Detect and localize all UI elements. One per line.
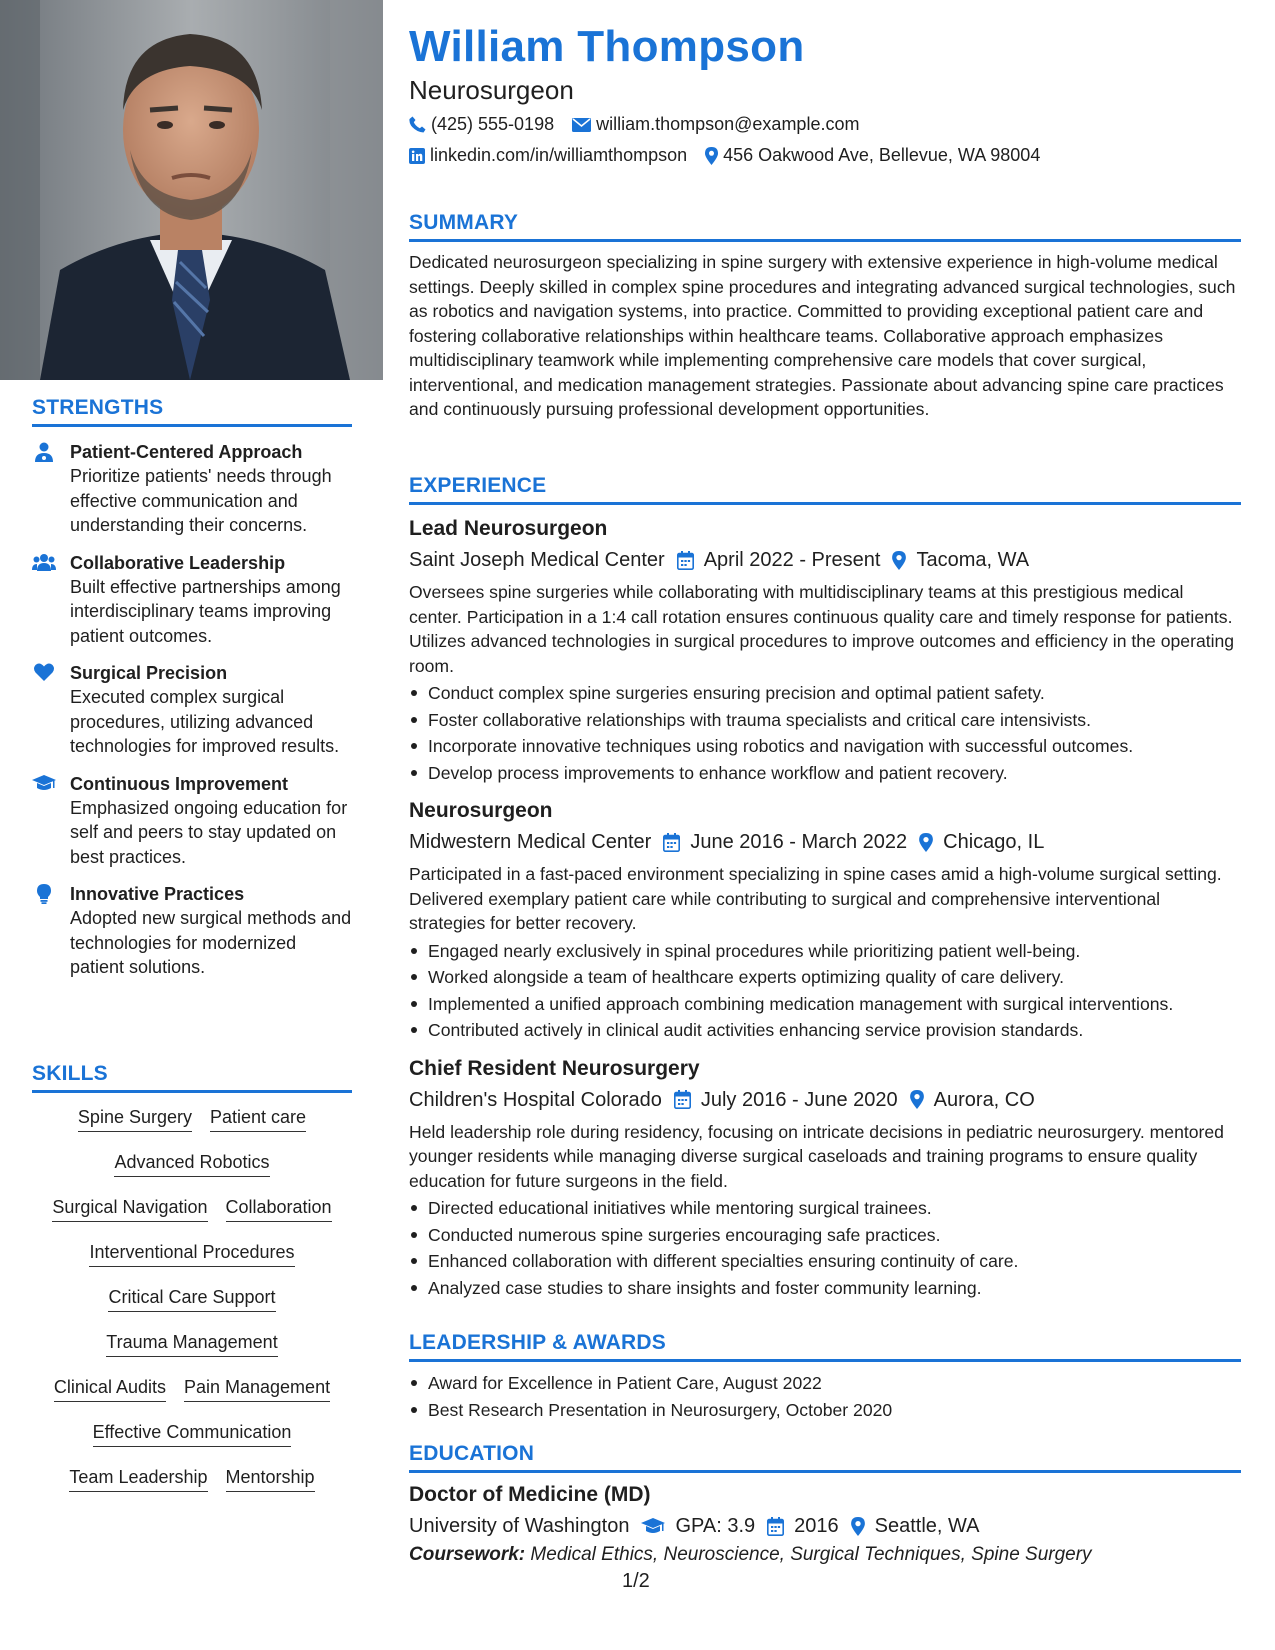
awards-list <box>409 1370 1241 1423</box>
skill-tag: Patient care <box>210 1105 306 1132</box>
address-text: 456 Oakwood Ave, Bellevue, WA 98004 <box>723 145 1041 165</box>
strength-item <box>32 772 352 870</box>
candidate-title: Neurosurgeon <box>409 75 574 105</box>
skill-tag: Spine Surgery <box>78 1105 192 1132</box>
strength-desc: Executed complex surgical procedures, utilizing advanced technologies for improved results. <box>70 687 340 756</box>
list-item: Best Research Presentation in Neurosurgery, October 2020 <box>409 1397 1241 1424</box>
location-pin-icon <box>910 1090 924 1109</box>
education-section <box>409 1442 1241 1566</box>
job-bullets <box>409 1195 1241 1301</box>
calendar-icon <box>767 1517 784 1536</box>
job-org: Saint Joseph Medical Center <box>409 549 665 571</box>
strengths-section <box>32 396 352 980</box>
sidebar <box>0 0 383 1650</box>
list-item: Develop process improvements to enhance workflow and patient recovery. <box>409 760 1241 787</box>
skill-tag: Pain Management <box>184 1375 330 1402</box>
job-title: Lead Neurosurgeon <box>409 517 608 540</box>
job-dates: July 2016 - June 2020 <box>700 1088 898 1111</box>
graduation-cap-icon <box>641 1517 665 1535</box>
section-title: LEADERSHIP & AWARDS <box>409 1331 1241 1362</box>
job-org: Children's Hospital Colorado <box>409 1088 662 1111</box>
coursework-list: Medical Ethics, Neuroscience, Surgical Techniques, Spine Surgery <box>530 1544 1092 1565</box>
skill-tag: Interventional Procedures <box>89 1240 294 1267</box>
skills-section <box>32 1062 352 1510</box>
list-item: Implemented a unified approach combining medication management with surgical interventions. <box>409 991 1241 1018</box>
job-dates: June 2016 - March 2022 <box>690 831 908 853</box>
list-item: Incorporate innovative techniques using robotics and navigation with successful outcomes. <box>409 733 1241 760</box>
job-bullets <box>409 680 1241 786</box>
job-entry <box>409 1056 1241 1302</box>
school-location: Seattle, WA <box>874 1515 980 1537</box>
phone-contact[interactable] <box>409 114 554 135</box>
section-title: SUMMARY <box>409 211 1241 242</box>
email-text: william.thompson@example.com <box>596 114 860 134</box>
skill-tag: Collaboration <box>226 1195 332 1222</box>
skills-list <box>32 1105 352 1510</box>
list-item: Conduct complex spine surgeries ensuring precision and optimal patient safety. <box>409 680 1241 707</box>
coursework <box>409 1544 1241 1566</box>
gpa-text: GPA: 3.9 <box>675 1515 756 1537</box>
job-location: Tacoma, WA <box>916 549 1030 571</box>
location-pin-icon <box>705 147 718 165</box>
summary-section <box>409 211 1241 422</box>
strength-title: Patient-Centered Approach <box>70 442 303 462</box>
list-item: Award for Excellence in Patient Care, August 2022 <box>409 1370 1241 1397</box>
calendar-icon <box>677 551 694 570</box>
email-contact[interactable] <box>572 114 859 135</box>
coursework-label: Coursework: <box>409 1544 526 1565</box>
graduation-year: 2016 <box>794 1515 839 1537</box>
heart-icon <box>32 663 56 685</box>
strength-item <box>32 440 352 538</box>
skill-tag: Effective Communication <box>93 1420 292 1447</box>
school-name: University of Washington <box>409 1515 630 1537</box>
contact-row <box>409 145 1058 166</box>
strength-title: Innovative Practices <box>70 884 245 904</box>
list-item: Enhanced collaboration with different specialties ensuring continuity of care. <box>409 1248 1241 1275</box>
linkedin-contact[interactable] <box>409 145 687 166</box>
contact-row <box>409 114 877 135</box>
strength-title: Continuous Improvement <box>70 773 289 794</box>
degree-title: Doctor of Medicine (MD) <box>409 1483 651 1506</box>
skill-tag: Trauma Management <box>106 1330 277 1357</box>
skill-tag: Mentorship <box>226 1465 315 1492</box>
list-item: Directed educational initiatives while mentoring surgical trainees. <box>409 1195 1241 1222</box>
job-description: Held leadership role during residency, focusing on intricate decisions in pediatric neurosurgery. mentored younger residents while managing diverse surgical caseloads and training programs to ensure quality education for future surgeons in the field. <box>409 1121 1224 1191</box>
location-pin-icon <box>892 551 906 570</box>
list-item: Foster collaborative relationships with trauma specialists and critical care intensivists. <box>409 707 1241 734</box>
awards-section <box>409 1331 1241 1423</box>
job-title: Chief Resident Neurosurgery <box>409 1056 700 1080</box>
profile-photo <box>0 0 383 380</box>
section-title: SKILLS <box>32 1062 352 1093</box>
user-doctor-icon <box>32 442 56 464</box>
strength-item <box>32 661 352 759</box>
strength-item <box>32 551 352 649</box>
strength-desc: Built effective partnerships among interdisciplinary teams improving patient outcomes. <box>70 576 341 646</box>
phone-icon <box>409 116 426 133</box>
strength-item <box>32 882 352 980</box>
strength-desc: Adopted new surgical methods and technologies for modernized patient solutions. <box>70 908 352 977</box>
calendar-icon <box>674 1090 691 1109</box>
users-icon <box>32 553 56 575</box>
location-pin-icon <box>851 1517 865 1536</box>
skill-tag: Team Leadership <box>69 1465 207 1492</box>
candidate-name: William Thompson <box>409 22 805 71</box>
linkedin-icon <box>409 148 425 164</box>
graduation-cap-icon <box>32 774 56 796</box>
address-contact <box>705 145 1040 166</box>
strength-title: Surgical Precision <box>70 663 228 683</box>
section-title: EDUCATION <box>409 1442 1241 1473</box>
page-number: 1/2 <box>622 1570 650 1592</box>
skill-tag: Critical Care Support <box>108 1285 275 1312</box>
skill-tag: Surgical Navigation <box>52 1195 207 1222</box>
linkedin-text: linkedin.com/in/williamthompson <box>430 145 688 165</box>
list-item: Engaged nearly exclusively in spinal procedures while prioritizing patient well-being. <box>409 938 1241 965</box>
skill-tag: Advanced Robotics <box>114 1150 269 1177</box>
section-title: STRENGTHS <box>32 396 352 427</box>
job-org: Midwestern Medical Center <box>409 831 652 853</box>
list-item: Analyzed case studies to share insights and foster community learning. <box>409 1275 1241 1302</box>
summary-text: Dedicated neurosurgeon specializing in spine surgery with extensive experience in high-volume medical settings. Deeply skilled in complex spine procedures and integrating advanced surgical technologies, such as robotics and navigation systems, into practice. Committed to providing exceptional patient care and fostering collaborative relationships within healthcare teams. Collaborative approach emphasizes multidisciplinary teamwork while implementing comprehensive care models that cover surgical, interventional, and medication management strategies. Passionate about advancing spine care practices and continuously pursuing professional development opportunities. <box>409 252 1236 419</box>
location-pin-icon <box>919 833 933 852</box>
skill-tag: Clinical Audits <box>54 1375 166 1402</box>
list-item: Conducted numerous spine surgeries encouraging safe practices. <box>409 1222 1241 1249</box>
list-item: Worked alongside a team of healthcare experts optimizing quality of care delivery. <box>409 964 1241 991</box>
job-description: Participated in a fast-paced environment specializing in spine cases amid a high-volume surgical setting. Delivered exemplary patient care while contributing to surgical and comprehensive interventional strategies for better recovery. <box>409 864 1222 933</box>
lightbulb-icon <box>32 884 56 906</box>
job-location: Aurora, CO <box>933 1088 1035 1111</box>
section-title: EXPERIENCE <box>409 474 1241 505</box>
strength-desc: Emphasized ongoing education for self and peers to stay updated on best practices. <box>70 797 348 867</box>
job-location: Chicago, IL <box>943 831 1045 853</box>
strength-title: Collaborative Leadership <box>70 552 286 573</box>
phone-text: (425) 555-0198 <box>431 114 555 134</box>
job-description: Oversees spine surgeries while collaborating with multidisciplinary teams at this prestigious medical center. Participation in a 1:4 call rotation ensures continuous quality care and timely response for patients. Utilizes advanced technologies in surgical procedures to improve outcomes and efficiency in the operating room. <box>409 582 1235 676</box>
job-entry <box>409 798 1241 1044</box>
calendar-icon <box>663 833 680 852</box>
list-item: Contributed actively in clinical audit activities enhancing service provision standards. <box>409 1017 1241 1044</box>
envelope-icon <box>572 118 591 132</box>
experience-section <box>409 474 1241 1301</box>
strength-desc: Prioritize patients' needs through effective communication and understanding their concerns. <box>70 466 332 535</box>
job-title: Neurosurgeon <box>409 799 553 822</box>
job-dates: April 2022 - Present <box>703 549 881 571</box>
job-bullets <box>409 938 1241 1044</box>
job-entry <box>409 516 1241 786</box>
